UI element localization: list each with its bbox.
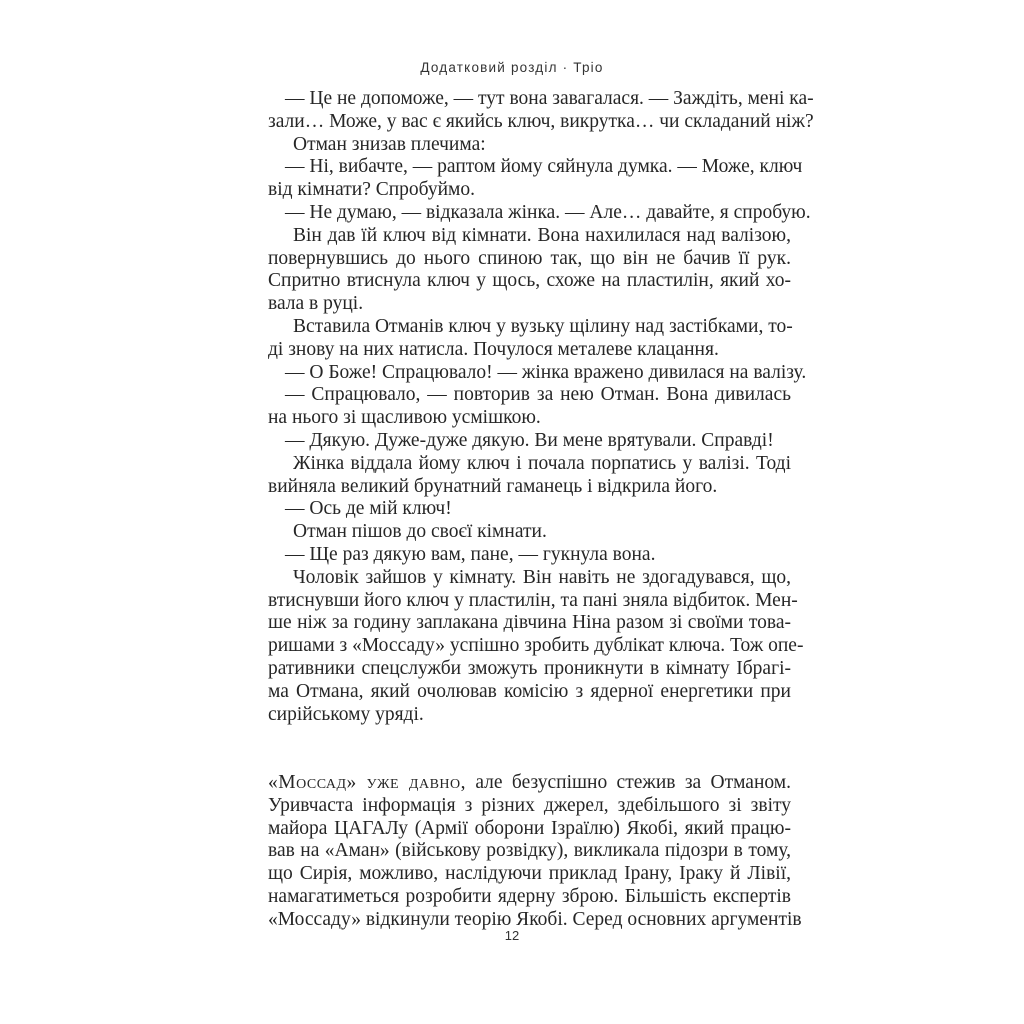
text-line: що Сирія, можливо, наслідуючи приклад Ірану, Іраку й Лівії, <box>268 863 791 885</box>
text-line: намагатиметься розробити ядерну зброю. Більшість експертів <box>268 885 791 907</box>
text-line: — Спрацювало, — повторив за нею Отман. Вона дивилась <box>285 384 791 406</box>
text-line: Він дав їй ключ від кімнати. Вона нахилилася над валізою, <box>293 224 791 246</box>
text-line: Чоловік зайшов у кімнату. Він навіть не здогадувався, що, <box>293 566 791 588</box>
text-line: вав на «Аман» (військову розвідку), викликала підозри в тому, <box>268 840 791 862</box>
text-line: Уривчаста інформація з різних джерел, здебільшого зі звіту <box>268 794 791 816</box>
small-caps-lead: «Моссад» уже давно, <box>268 772 467 793</box>
text-line: сирійському уряді. <box>268 703 424 725</box>
text-line: повернувшись до нього спиною так, що він не бачив її рук. <box>268 247 791 269</box>
text-line: Спритно втиснула ключ у щось, схоже на пластилін, який хо- <box>268 270 791 292</box>
text-line: втиснувши його ключ у пластилін, та пані зняла відбиток. Мен- <box>268 589 798 611</box>
text-line: на нього зі щасливою усмішкою. <box>268 407 541 429</box>
text-line: ративники спецслужби зможуть проникнути в кімнату Ібрагі- <box>268 657 791 679</box>
running-header: Додатковий розділ · Тріо <box>420 60 604 75</box>
text-line: — Ось де мій ключ! <box>285 498 452 520</box>
text-section-1 <box>268 88 814 726</box>
text-line: ришами з «Моссаду» успішно зробить дублікат ключа. Тож опе- <box>268 635 804 657</box>
text-line: — Ще раз дякую вам, пане, — гукнула вона. <box>285 543 656 565</box>
text-line: вала в руці. <box>268 293 364 315</box>
text-line: вийняла великий брунатний гаманець і відкрила його. <box>268 475 718 497</box>
text-line: — О Боже! Спрацювало! — жінка вражено дивилася на валізу. <box>285 361 807 383</box>
text-line: Жінка віддала йому ключ і почала порпатись у валізі. Тоді <box>293 452 791 474</box>
page-number: 12 <box>504 928 520 943</box>
text-line: — Ні, вибачте, — раптом йому сяйнула думка. — Може, ключ <box>285 156 803 178</box>
text-line <box>268 772 791 795</box>
text-line: «Моссаду» відкинули теорію Якобі. Серед основних аргументів <box>268 908 802 930</box>
text-line: ма Отмана, який очолював комісію з ядерної енергетики при <box>268 680 791 702</box>
text-line: — Не думаю, — відказала жінка. — Але… давайте, я спробую. <box>285 201 811 223</box>
text-line: Вставила Отманів ключ у вузьку щілину над застібками, то- <box>293 315 793 337</box>
text-line: ді знову на них натисла. Почулося металеве клацання. <box>268 338 719 360</box>
text-section-2 <box>268 772 802 932</box>
text-line: Отман пішов до своєї кімнати. <box>293 521 547 543</box>
text-span: але безуспішно стежив за Отманом. <box>475 772 791 793</box>
text-line: Отман знизав плечима: <box>293 133 486 155</box>
text-line: — Це не допоможе, — тут вона завагалася. — Заждіть, мені ка- <box>285 88 814 109</box>
text-line: зали… Може, у вас є якийсь ключ, викрутка… чи складаний ніж? <box>268 110 814 132</box>
text-line: — Дякую. Дуже-дуже дякую. Ви мене врятували. Справді! <box>285 429 774 451</box>
text-line: від кімнати? Спробуймо. <box>268 179 475 201</box>
text-line: ше ніж за годину заплакана дівчина Ніна разом зі своїми това- <box>268 612 791 634</box>
text-line: майора ЦАГАЛу (Армії оборони Ізраїлю) Якобі, який працю- <box>268 817 791 839</box>
